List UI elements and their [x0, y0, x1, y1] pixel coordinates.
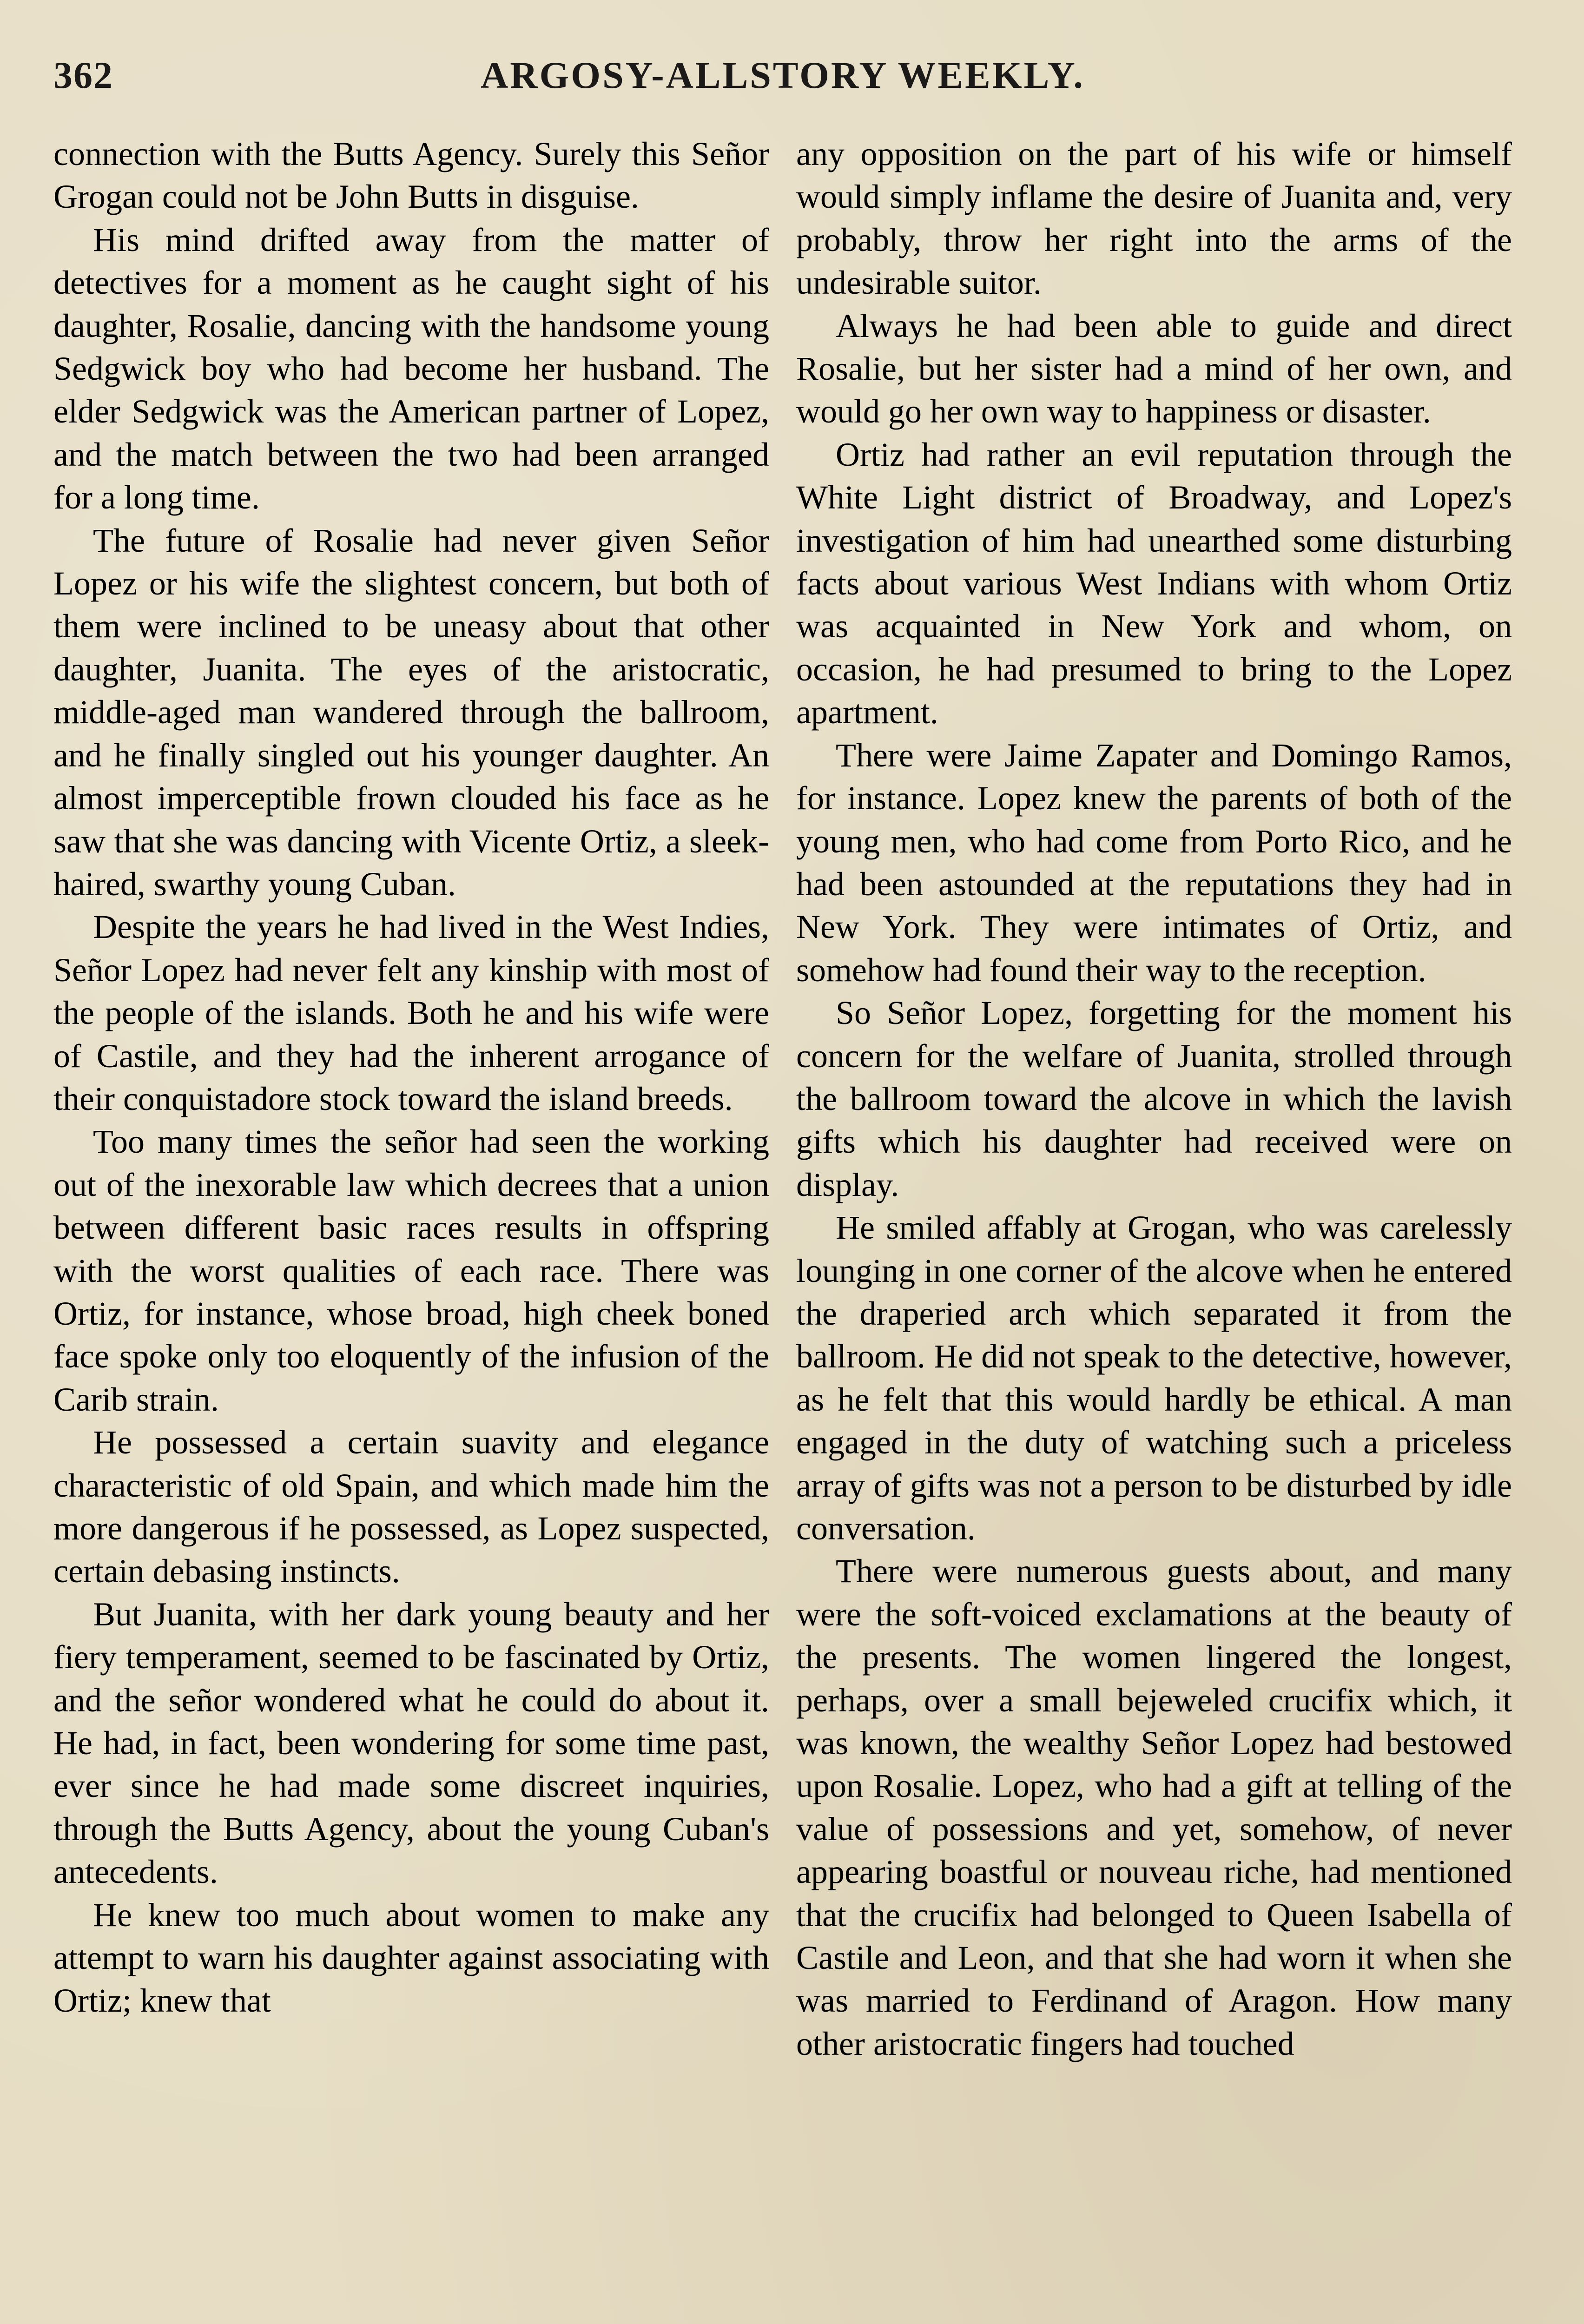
paragraph: His mind drifted away from the matter of detectives for a moment as he caught sight of his daughter, Rosalie, dancing with the handsome young Sedgwick boy who had become her husband. The elder Sedgwick was the American partner of Lopez, and the match between the two had been arranged for a long time. — [53, 221, 769, 516]
paragraph: Ortiz had rather an evil reputation through the White Light district of Broadway, and Lopez's investigation of him had unearthed some disturbing facts about various West Indians with whom Ortiz was acquainted in New York and whom, on occasion, he had presumed to bring to the Lopez apartment. — [796, 436, 1512, 731]
paragraph: connection with the Butts Agency. Surely this Señor Grogan could not be John Butts in disguise. — [53, 135, 769, 216]
left-column — [53, 132, 769, 2324]
text-columns — [53, 132, 1512, 2324]
paragraph: But Juanita, with her dark young beauty and her fiery temperament, seemed to be fascinated by Ortiz, and the señor wondered what he could do about it. He had, in fact, been wondering for some time past, ever since he had made some discreet inquiries, through the Butts Agency, about the young Cuban's antecedents. — [53, 1595, 769, 1891]
paragraph: So Señor Lopez, forgetting for the moment his concern for the welfare of Juanita, strolled through the ballroom toward the alcove in which the lavish gifts which his daughter had received were on display. — [796, 994, 1512, 1203]
paragraph: The future of Rosalie had never given Señor Lopez or his wife the slightest concern, but both of them were inclined to be uneasy about that other daughter, Juanita. The eyes of the aristocratic, middle-aged man wandered through the ballroom, and he finally singled out his younger daughter. An almost imperceptible frown clouded his face as he saw that she was dancing with Vicente Ortiz, a sleek-haired, swarthy young Cuban. — [53, 522, 769, 903]
page-header — [53, 44, 1512, 114]
page-number: 362 — [53, 54, 113, 96]
paragraph: There were numerous guests about, and many were the soft-voiced exclamations at the beauty of the presents. The women lingered the longest, perhaps, over a small bejeweled crucifix which, it was known, the wealthy Señor Lopez had bestowed upon Rosalie. Lopez, who had a gift at telling of the value of possessions and yet, somehow, of never appearing boastful or nouveau riche, had mentioned that the crucifix had belonged to Queen Isabella of Castile and Leon, and that she had worn it when she was married to Ferdinand of Aragon. How many other aristocratic fingers had touched — [796, 1552, 1512, 2062]
paragraph: Too many times the señor had seen the working out of the inexorable law which decrees that a union between different basic races results in offspring with the worst qualities of each race. There was Ortiz, for instance, whose broad, high cheek boned face spoke only too eloquently of the infusion of the Carib strain. — [53, 1123, 769, 1418]
paragraph: There were Jaime Zapater and Domingo Ramos, for instance. Lopez knew the parents of both of the young men, who had come from Porto Rico, and he had been astounded at the reputations they had in New York. They were intimates of Ortiz, and somehow had found their way to the reception. — [796, 736, 1512, 989]
paragraph: Despite the years he had lived in the West Indies, Señor Lopez had never felt any kinship with most of the people of the islands. Both he and his wife were of Castile, and they had the inherent arrogance of their conquistadore stock toward the island breeds. — [53, 908, 769, 1117]
paragraph: Always he had been able to guide and direct Rosalie, but her sister had a mind of her own, and would go her own way to happiness or disaster. — [796, 307, 1512, 430]
paragraph: He knew too much about women to make any attempt to warn his daughter against associating with Ortiz; knew that — [53, 1896, 769, 2020]
right-column — [796, 132, 1512, 2324]
paragraph: He possessed a certain suavity and elegance characteristic of old Spain, and which made him the more dangerous if he possessed, as Lopez suspected, certain debasing instincts. — [53, 1424, 769, 1590]
paragraph: any opposition on the part of his wife or himself would simply inflame the desire of Juanita and, very probably, throw her right into the arms of the undesirable suitor. — [796, 135, 1512, 302]
running-title: ARGOSY-ALLSTORY WEEKLY. — [481, 54, 1085, 96]
paragraph: He smiled affably at Grogan, who was carelessly lounging in one corner of the alcove when he entered the draperied arch which separated it from the ballroom. He did not speak to the detective, however, as he felt that this would hardly be ethical. A man engaged in the duty of watching such a priceless array of gifts was not a person to be disturbed by idle conversation. — [796, 1209, 1512, 1547]
